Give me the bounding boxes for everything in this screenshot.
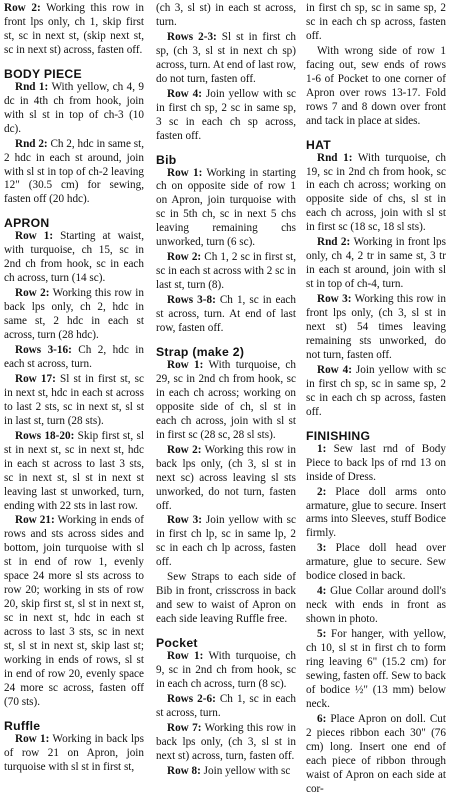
row-label: Rows 2-3: <box>167 30 217 43</box>
row-label: Rows 3-8: <box>167 294 216 307</box>
instruction-paragraph <box>306 45 446 129</box>
instruction-paragraph <box>4 138 144 208</box>
instruction-text: Sl st in first ch sp, (ch 3, sl st in next ch sp) across, turn. At end of last row, do not turn, fasten off. <box>156 30 296 85</box>
instruction-paragraph <box>156 167 296 251</box>
instruction-text: With turquoise, ch 19, sc in 2nd ch from hook, sc in each ch across; working on opposite side of chs, sl st in each ch across, join with sl st in first sc (18 sc, 18 sl sts). <box>306 151 446 234</box>
instruction-text: Working in front lps only, ch 4, 2 tr in same st, 3 tr in each st around, join with sl st in top of ch-4, turn. <box>306 236 446 291</box>
instruction-text: Ch 2, hdc in each st across, turn. <box>4 344 144 370</box>
instruction-text: With wrong side of row 1 facing out, sew ends of rows 1-6 of Pocket to one corner of Apron over rows 13-17. Fold rows 7 and 8 down over front and tack in place at sides. <box>306 44 446 127</box>
instruction-paragraph <box>4 287 144 343</box>
instruction-text: With turquoise, ch 29, sc in 2nd ch from hook, sc in each ch across; working on opposite side of ch, sl st in each ch across, join with sl st in first sc (28 sc, 28 sl sts). <box>156 358 296 441</box>
row-label: Row 8: <box>167 764 201 777</box>
instruction-paragraph <box>156 765 296 779</box>
instruction-text: Ch 1, 2 sc in first st, sc in each st across with 2 sc in last st, turn (8). <box>156 251 297 292</box>
row-label: Row 2: <box>167 251 202 264</box>
row-label: Row 4: <box>317 363 352 376</box>
instruction-paragraph <box>156 31 296 87</box>
instruction-paragraph <box>4 230 144 286</box>
instruction-paragraph <box>156 2 296 30</box>
instruction-text: Ch 2, hdc in same st, 2 hdc in each st around, join with sl st in top of ch-2 leaving 12" (30.5 cm) for sewing, fasten off (20 hdc). <box>4 137 144 206</box>
instruction-text: Sl st in first st, sc in next st, hdc in each st across to last 2 sts, sc in next st, sl st in last st, turn (28 sts). <box>4 372 144 427</box>
instruction-paragraph <box>4 344 144 372</box>
instruction-text: Sew last rnd of Body Piece to back lps of rnd 13 on inside of Dress. <box>306 442 446 483</box>
instruction-paragraph <box>306 2 446 44</box>
instruction-paragraph <box>156 359 296 443</box>
row-label: 2: <box>317 485 327 498</box>
instruction-paragraph <box>306 152 446 236</box>
row-label: Row 2: <box>15 287 50 300</box>
instruction-text: Place doll arms onto armature, glue to secure. Insert arms into Sleeves, stuff Bodice firmly. <box>306 485 446 540</box>
instruction-text: Place Apron on doll. Cut 2 pieces ribbon each 30" (76 cm) long. Insert one end of each piece of ribbon through waist of Apron on each side at cor- <box>306 712 446 795</box>
instruction-paragraph <box>4 733 144 775</box>
row-label: Rnd 1: <box>15 80 49 93</box>
instruction-paragraph <box>4 514 144 709</box>
instruction-paragraph <box>306 293 446 363</box>
instruction-paragraph <box>306 542 446 584</box>
section-heading: HAT <box>306 137 332 152</box>
instruction-paragraph <box>4 430 144 514</box>
row-label: Row 2: <box>167 443 202 456</box>
column-3 <box>306 2 446 798</box>
instruction-text: Working in starting ch on opposite side of row 1 on Apron, join turquoise with sc in 5th ch, sc in next 5 chs leaving remaining chs unworked, turn (6 sc). <box>156 166 296 249</box>
column-2 <box>156 2 296 780</box>
instruction-text: Glue Collar around doll's neck with ends in front as shown in photo. <box>306 585 446 626</box>
instruction-paragraph <box>156 251 296 293</box>
instruction-text: Place doll head over armature, glue to secure. Sew bodice closed in back. <box>306 542 446 583</box>
instruction-paragraph <box>306 236 446 292</box>
row-label: Row 21: <box>15 514 55 527</box>
row-label: 3: <box>317 542 327 555</box>
instruction-text: Working this row in front lps only, (ch 3, sl st in next st) 54 times leaving remaining sts unworked, do not turn, fasten off. <box>306 293 446 361</box>
instruction-text: Join yellow with sc <box>200 764 291 777</box>
row-label: 5: <box>317 628 327 641</box>
section-heading: APRON <box>4 216 50 231</box>
instruction-text: Join yellow with sc in first ch sp, sc in same sp, 2 sc in each ch sp across, fasten off. <box>306 363 446 418</box>
row-label: Rnd 1: <box>317 151 353 164</box>
instruction-paragraph <box>156 514 296 570</box>
instruction-text: Join yellow with sc in first ch lp, sc in same lp, 2 sc in each ch lp across, fasten off. <box>156 514 296 569</box>
row-label: Row 1: <box>167 650 204 663</box>
section-heading: Strap (make 2) <box>156 344 245 359</box>
instruction-text: Working this row in back lps only, (ch 3, sl st in next st) across, turn, fasten off. <box>156 721 296 762</box>
column-1 <box>4 2 144 776</box>
row-label: Rnd 2: <box>317 236 351 249</box>
row-label: Row 1: <box>167 166 203 179</box>
instruction-paragraph <box>156 650 296 692</box>
instruction-text: Ch 1, sc in each st across, turn. <box>156 692 296 719</box>
instruction-paragraph <box>306 443 446 485</box>
instruction-text: Working in back lps of row 21 on Apron, join turquoise with sl st in first st, <box>4 732 145 773</box>
row-label: Row 3: <box>317 293 352 306</box>
row-label: Rnd 2: <box>15 137 48 150</box>
instruction-text: With yellow, ch 4, 9 dc in 4th ch from hook, join with sl st in top of ch-3 (10 dc). <box>4 80 145 135</box>
instruction-text: With turquoise, ch 9, sc in 2nd ch from hook, sc in each ch across, turn (8 sc). <box>156 650 296 690</box>
instruction-paragraph <box>306 713 446 797</box>
instruction-text: Sew Straps to each side of Bib in front, crisscross in back and sew to waist of Apron on each side leaving Ruffle free. <box>156 571 296 626</box>
instruction-paragraph <box>306 585 446 627</box>
instruction-text: Skip first st, sl st in next st, sc in next st, hdc in each st across to last 3 sts, sc in next st, sl st in next st leaving last st unworked, turn, ending with 22 sts in last row. <box>4 429 144 512</box>
section-heading: FINISHING <box>306 428 371 443</box>
row-label: Row 17: <box>15 372 56 385</box>
row-label: Row 2: <box>4 2 41 14</box>
instruction-paragraph <box>4 2 144 58</box>
instruction-text: Working this row in back lps only, ch 2, hdc in same st, 2 hdc in each st across, turn (28 hdc). <box>4 287 144 342</box>
section-heading: Pocket <box>156 636 198 651</box>
row-label: Rows 3-16: <box>15 344 72 357</box>
instruction-text: Working in ends of rows and sts across sides and bottom, join turquoise with sl st in end of row 1, evenly space 24 more sl sts across to row 20; working in sts of row 20, skip first st, sl st in next st, sc in next st, hdc in each st across to last 3 sts, sc in next st, sl st in next st, skip last st; working in ends of rows, sl st in end of row 20, evenly space 24 more sc across, fasten off (70 sts). <box>4 514 145 708</box>
section-heading: BODY PIECE <box>4 66 82 81</box>
instruction-paragraph <box>4 373 144 429</box>
instruction-text: For hanger, with yellow, ch 10, sl st in first ch to form ring leaving 6" (15.2 cm) for sewing, fasten off. Sew to back of bodice ½" (13 mm) below neck. <box>306 628 446 710</box>
section-heading: Bib <box>156 152 177 167</box>
instruction-text: Ch 1, sc in each st across, turn. At end of last row, fasten off. <box>156 294 296 335</box>
row-label: 6: <box>317 712 327 725</box>
row-label: Row 1: <box>15 230 54 243</box>
instruction-paragraph <box>156 693 296 721</box>
instruction-text: in first ch sp, sc in same sp, 2 sc in each ch sp across, fasten off. <box>306 2 446 42</box>
row-label: Rows 2-6: <box>167 692 216 705</box>
instruction-paragraph <box>306 628 446 712</box>
instruction-paragraph <box>4 81 144 137</box>
row-label: Row 1: <box>15 732 50 745</box>
instruction-text: Working this row in back lps only, (ch 3, sl st in next sc) across leaving sl sts unworked, do not turn, fasten off. <box>156 443 296 512</box>
instruction-paragraph <box>156 294 296 336</box>
row-label: Row 1: <box>167 358 204 371</box>
instruction-paragraph <box>156 722 296 764</box>
instruction-paragraph <box>306 364 446 420</box>
section-heading: Ruffle <box>4 718 41 733</box>
row-label: Rows 18-20: <box>15 429 75 442</box>
instruction-paragraph <box>156 444 296 514</box>
instruction-text: Join yellow with sc in first ch sp, 2 sc in same sp, 3 sc in each ch sp across, fasten off. <box>156 87 296 142</box>
row-label: Row 4: <box>167 87 202 100</box>
row-label: 1: <box>317 442 327 455</box>
instruction-paragraph <box>306 486 446 542</box>
instruction-paragraph <box>156 571 296 627</box>
instruction-text: (ch 3, sl st) in each st across, turn. <box>156 2 296 28</box>
row-label: 4: <box>317 585 327 598</box>
instruction-text: Starting at waist, with turquoise, ch 15, sc in 2nd ch from hook, sc in each ch across, turn (14 sc). <box>4 230 144 285</box>
row-label: Row 3: <box>167 514 202 527</box>
instruction-text: Working this row in front lps only, ch 1, skip first st, sc in next st, (skip next st, sc in next st) across, fasten off. <box>4 2 144 56</box>
row-label: Row 7: <box>167 721 202 734</box>
instruction-paragraph <box>156 88 296 144</box>
